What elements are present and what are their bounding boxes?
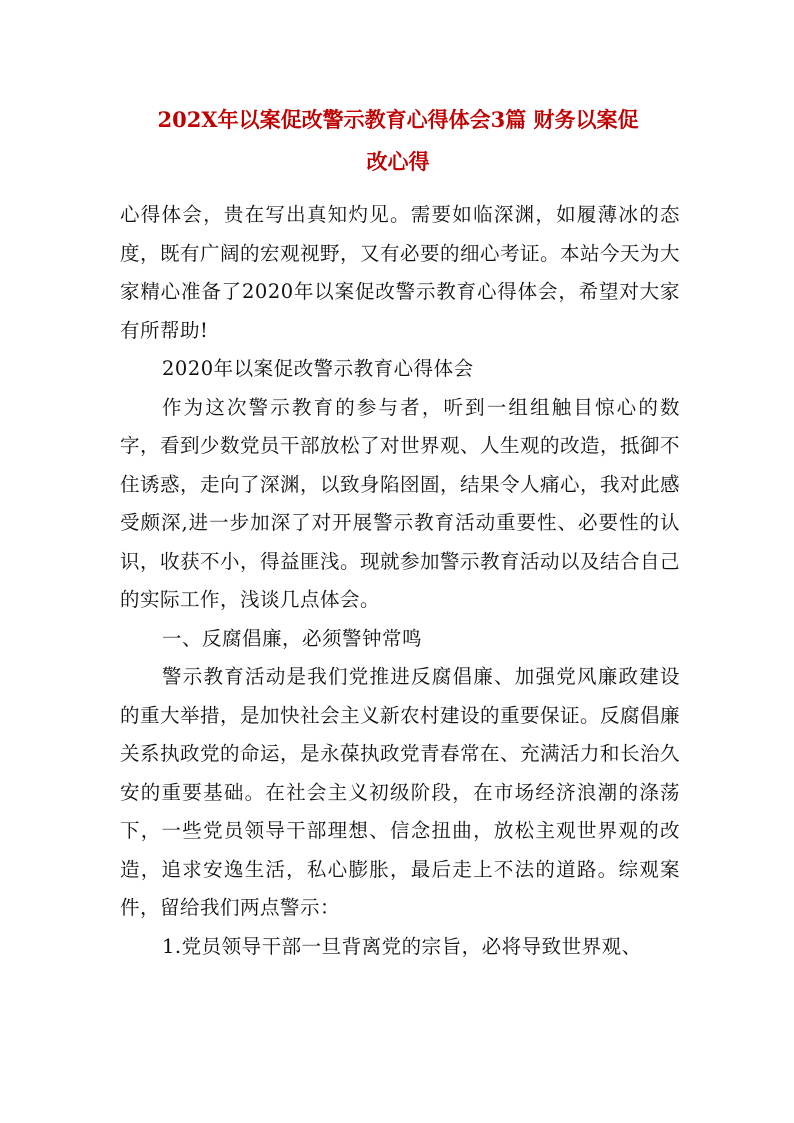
list-item: 1.党员领导干部一旦背离党的宗旨，必将导致世界观、 bbox=[162, 934, 642, 958]
body-paragraph: 作为这次警示教育的参与者，听到一组组触目惊心的数字，看到少数党员干部放松了对世界观、人生观的改造，抵御不住诱惑，走向了深渊，以致身陷囹圄，结果令人痛心，我对此感受颇深,进一步加深了对开展警示教育活动重要性、必要性的认识，收获不小，得益匪浅。现就参加警示教育活动以及结合自己的实际工作，浅谈几点体会。 bbox=[120, 395, 681, 611]
document-body bbox=[120, 196, 680, 966]
intro-paragraph: 心得体会，贵在写出真知灼见。需要如临深渊，如履薄冰的态度，既有广阔的宏观视野，又有必要的细心考证。本站今天为大家精心准备了2020年以案促改警示教育心得体会，希望对大家有所帮助! bbox=[120, 203, 681, 342]
document-title-line-2: 改心得 bbox=[366, 149, 430, 174]
body-paragraph: 警示教育活动是我们党推进反腐倡廉、加强党风廉政建设的重大举措，是加快社会主义新农村建设的重要保证。反腐倡廉关系执政党的命运，是永葆执政党青春常在、充满活力和长治久安的重要基础。在社会主义初级阶段，在市场经济浪潮的涤荡下，一些党员领导干部理想、信念扭曲，放松主观世界观的改造，追求安逸生活，私心膨胀，最后走上不法的道路。综观案件，留给我们两点警示： bbox=[120, 665, 681, 919]
subsection-heading: 一、反腐倡廉，必须警钟常鸣 bbox=[162, 626, 423, 650]
section-heading: 2020年以案促改警示教育心得体会 bbox=[162, 357, 474, 380]
document-title-line-1: 202X年以案促改警示教育心得体会3篇 财务以案促 bbox=[157, 107, 639, 132]
